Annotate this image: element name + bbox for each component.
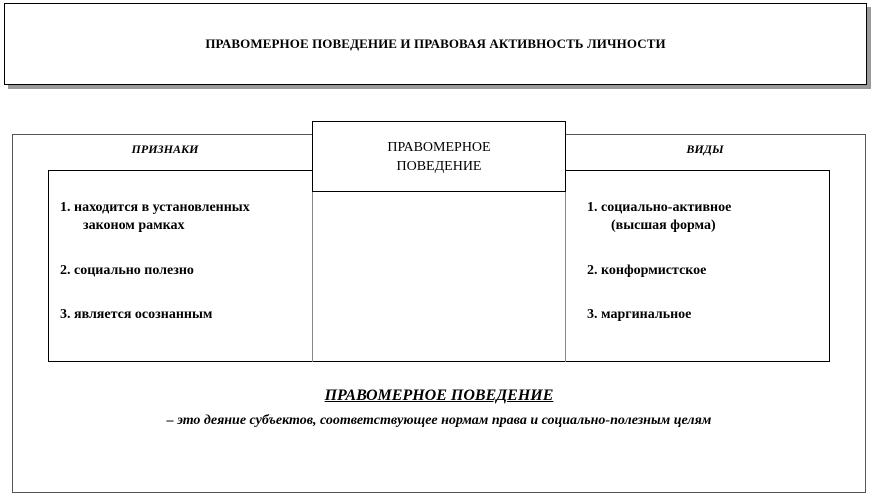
feature-item-2: 2. социально полезно xyxy=(60,263,194,278)
feature-item-1: 1. находится в установленных законом рамках xyxy=(60,200,250,233)
central-concept-box xyxy=(312,121,566,192)
central-concept-line1: ПРАВОМЕРНОЕ xyxy=(387,139,491,155)
right-divider xyxy=(565,192,566,362)
type-item-3: 3. маргинальное xyxy=(587,307,692,322)
definition-text: – это деяние субъектов, соответствующее нормам права и социально-полезным целям xyxy=(166,413,712,428)
features-heading: ПРИЗНАКИ xyxy=(131,142,199,156)
types-heading: ВИДЫ xyxy=(686,142,724,156)
type-item-1: 1. социально-активное (высшая форма) xyxy=(587,200,732,233)
title-box xyxy=(4,3,867,85)
central-concept-line2: ПОВЕДЕНИЕ xyxy=(396,158,482,174)
left-divider xyxy=(312,192,313,362)
diagram-title: ПРАВОМЕРНОЕ ПОВЕДЕНИЕ И ПРАВОВАЯ АКТИВНОСТЬ ЛИЧНОСТИ xyxy=(205,36,666,51)
type-item-2: 2. конформистское xyxy=(587,263,707,278)
definition-term: ПРАВОМЕРНОЕ ПОВЕДЕНИЕ xyxy=(324,387,554,404)
feature-item-3: 3. является осознанным xyxy=(60,307,213,322)
